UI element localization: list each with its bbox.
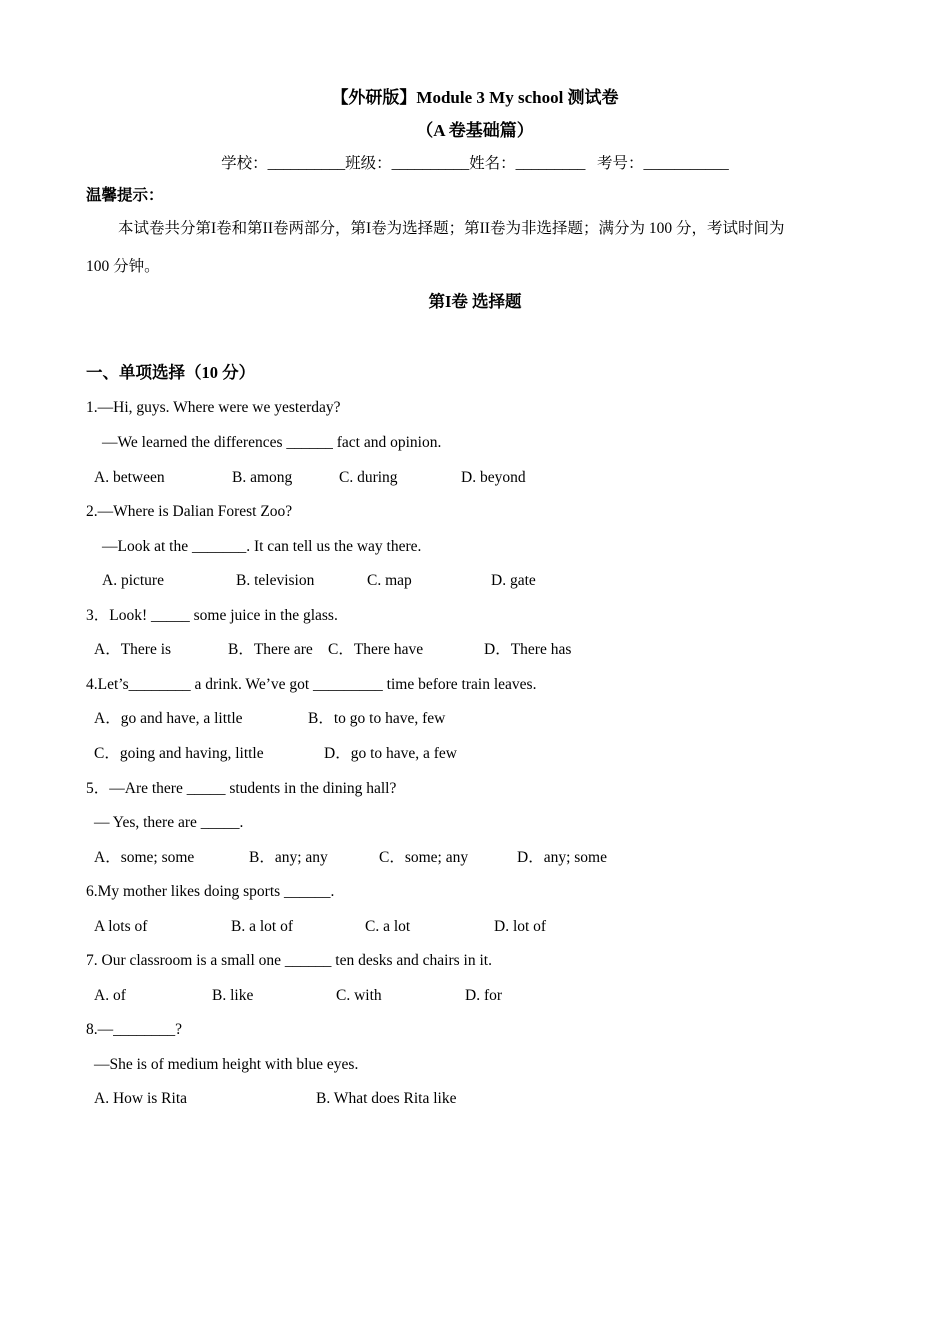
option-a: A．There is [94, 641, 172, 658]
option-a: A．go and have, a little [94, 710, 243, 727]
option-c: C．There have [328, 641, 424, 658]
option-a: A. How is Rita [94, 1090, 187, 1107]
question-answer-line: — Yes, there are _____. [94, 814, 244, 831]
question-stem: 5．—Are there _____ students in the dining hall? [86, 780, 397, 797]
option-b: B. like [212, 987, 254, 1004]
question-answer-line: —She is of medium height with blue eyes. [94, 1056, 359, 1073]
option-d: D．There has [484, 641, 572, 658]
question-stem: 2.—Where is Dalian Forest Zoo? [86, 503, 293, 520]
option-c: C. with [336, 987, 382, 1004]
question-stem: 6.My mother likes doing sports ______. [86, 883, 335, 900]
option-d: D. for [465, 987, 503, 1004]
option-d: D．go to have, a few [324, 745, 457, 762]
option-d: D. beyond [461, 469, 526, 486]
document-title: 【外研版】Module 3 My school 测试卷 [331, 88, 619, 107]
part1-title: 第I卷 选择题 [428, 292, 522, 311]
notice-label: 温馨提示： [86, 187, 164, 204]
question-stem: 7. Our classroom is a small one ______ ten desks and chairs in it. [86, 952, 492, 969]
option-b: B. a lot of [231, 918, 293, 935]
notice-text-line2: 100 分钟。 [86, 258, 160, 275]
option-a: A lots of [94, 918, 148, 935]
option-b: B. among [232, 469, 293, 486]
question-stem: 8.—________? [86, 1021, 183, 1038]
option-b: B．to go to have, few [308, 710, 446, 727]
option-a: A. of [94, 987, 126, 1004]
option-a: A. picture [102, 572, 164, 589]
question-stem: 1.—Hi, guys. Where were we yesterday? [86, 399, 341, 416]
notice-text-line1: 本试卷共分第I卷和第II卷两部分，第I卷为选择题；第II卷为非选择题；满分为 100 分，考试时间为 [118, 220, 785, 237]
option-b: B．any; any [249, 849, 328, 866]
question-stem: 3．Look! _____ some juice in the glass. [86, 607, 338, 624]
option-d: D. lot of [494, 918, 547, 935]
question-answer-line: —Look at the _______. It can tell us the way there. [102, 538, 422, 555]
question-stem: 4.Let’s________ a drink. We’ve got _________ time before train leaves. [86, 676, 537, 693]
option-a: A．some; some [94, 849, 195, 866]
option-c: C. map [367, 572, 412, 589]
section1-title: 一、单项选择（10 分） [86, 363, 256, 382]
option-c: C. a lot [365, 918, 411, 935]
option-a: A. between [94, 469, 165, 486]
option-b: B. What does Rita like [316, 1090, 457, 1107]
option-c: C. during [339, 469, 398, 486]
option-d: D. gate [491, 572, 536, 589]
student-info-line: 学校：__________班级：__________姓名：_________ 考号：___________ [221, 155, 729, 172]
option-c: C．going and having, little [94, 745, 264, 762]
option-d: D．any; some [517, 849, 607, 866]
option-b: B. television [236, 572, 315, 589]
document-subtitle: （A 卷基础篇） [416, 121, 534, 140]
question-answer-line: —We learned the differences ______ fact and opinion. [102, 434, 442, 451]
option-c: C．some; any [379, 849, 469, 866]
option-b: B．There are [228, 641, 313, 658]
